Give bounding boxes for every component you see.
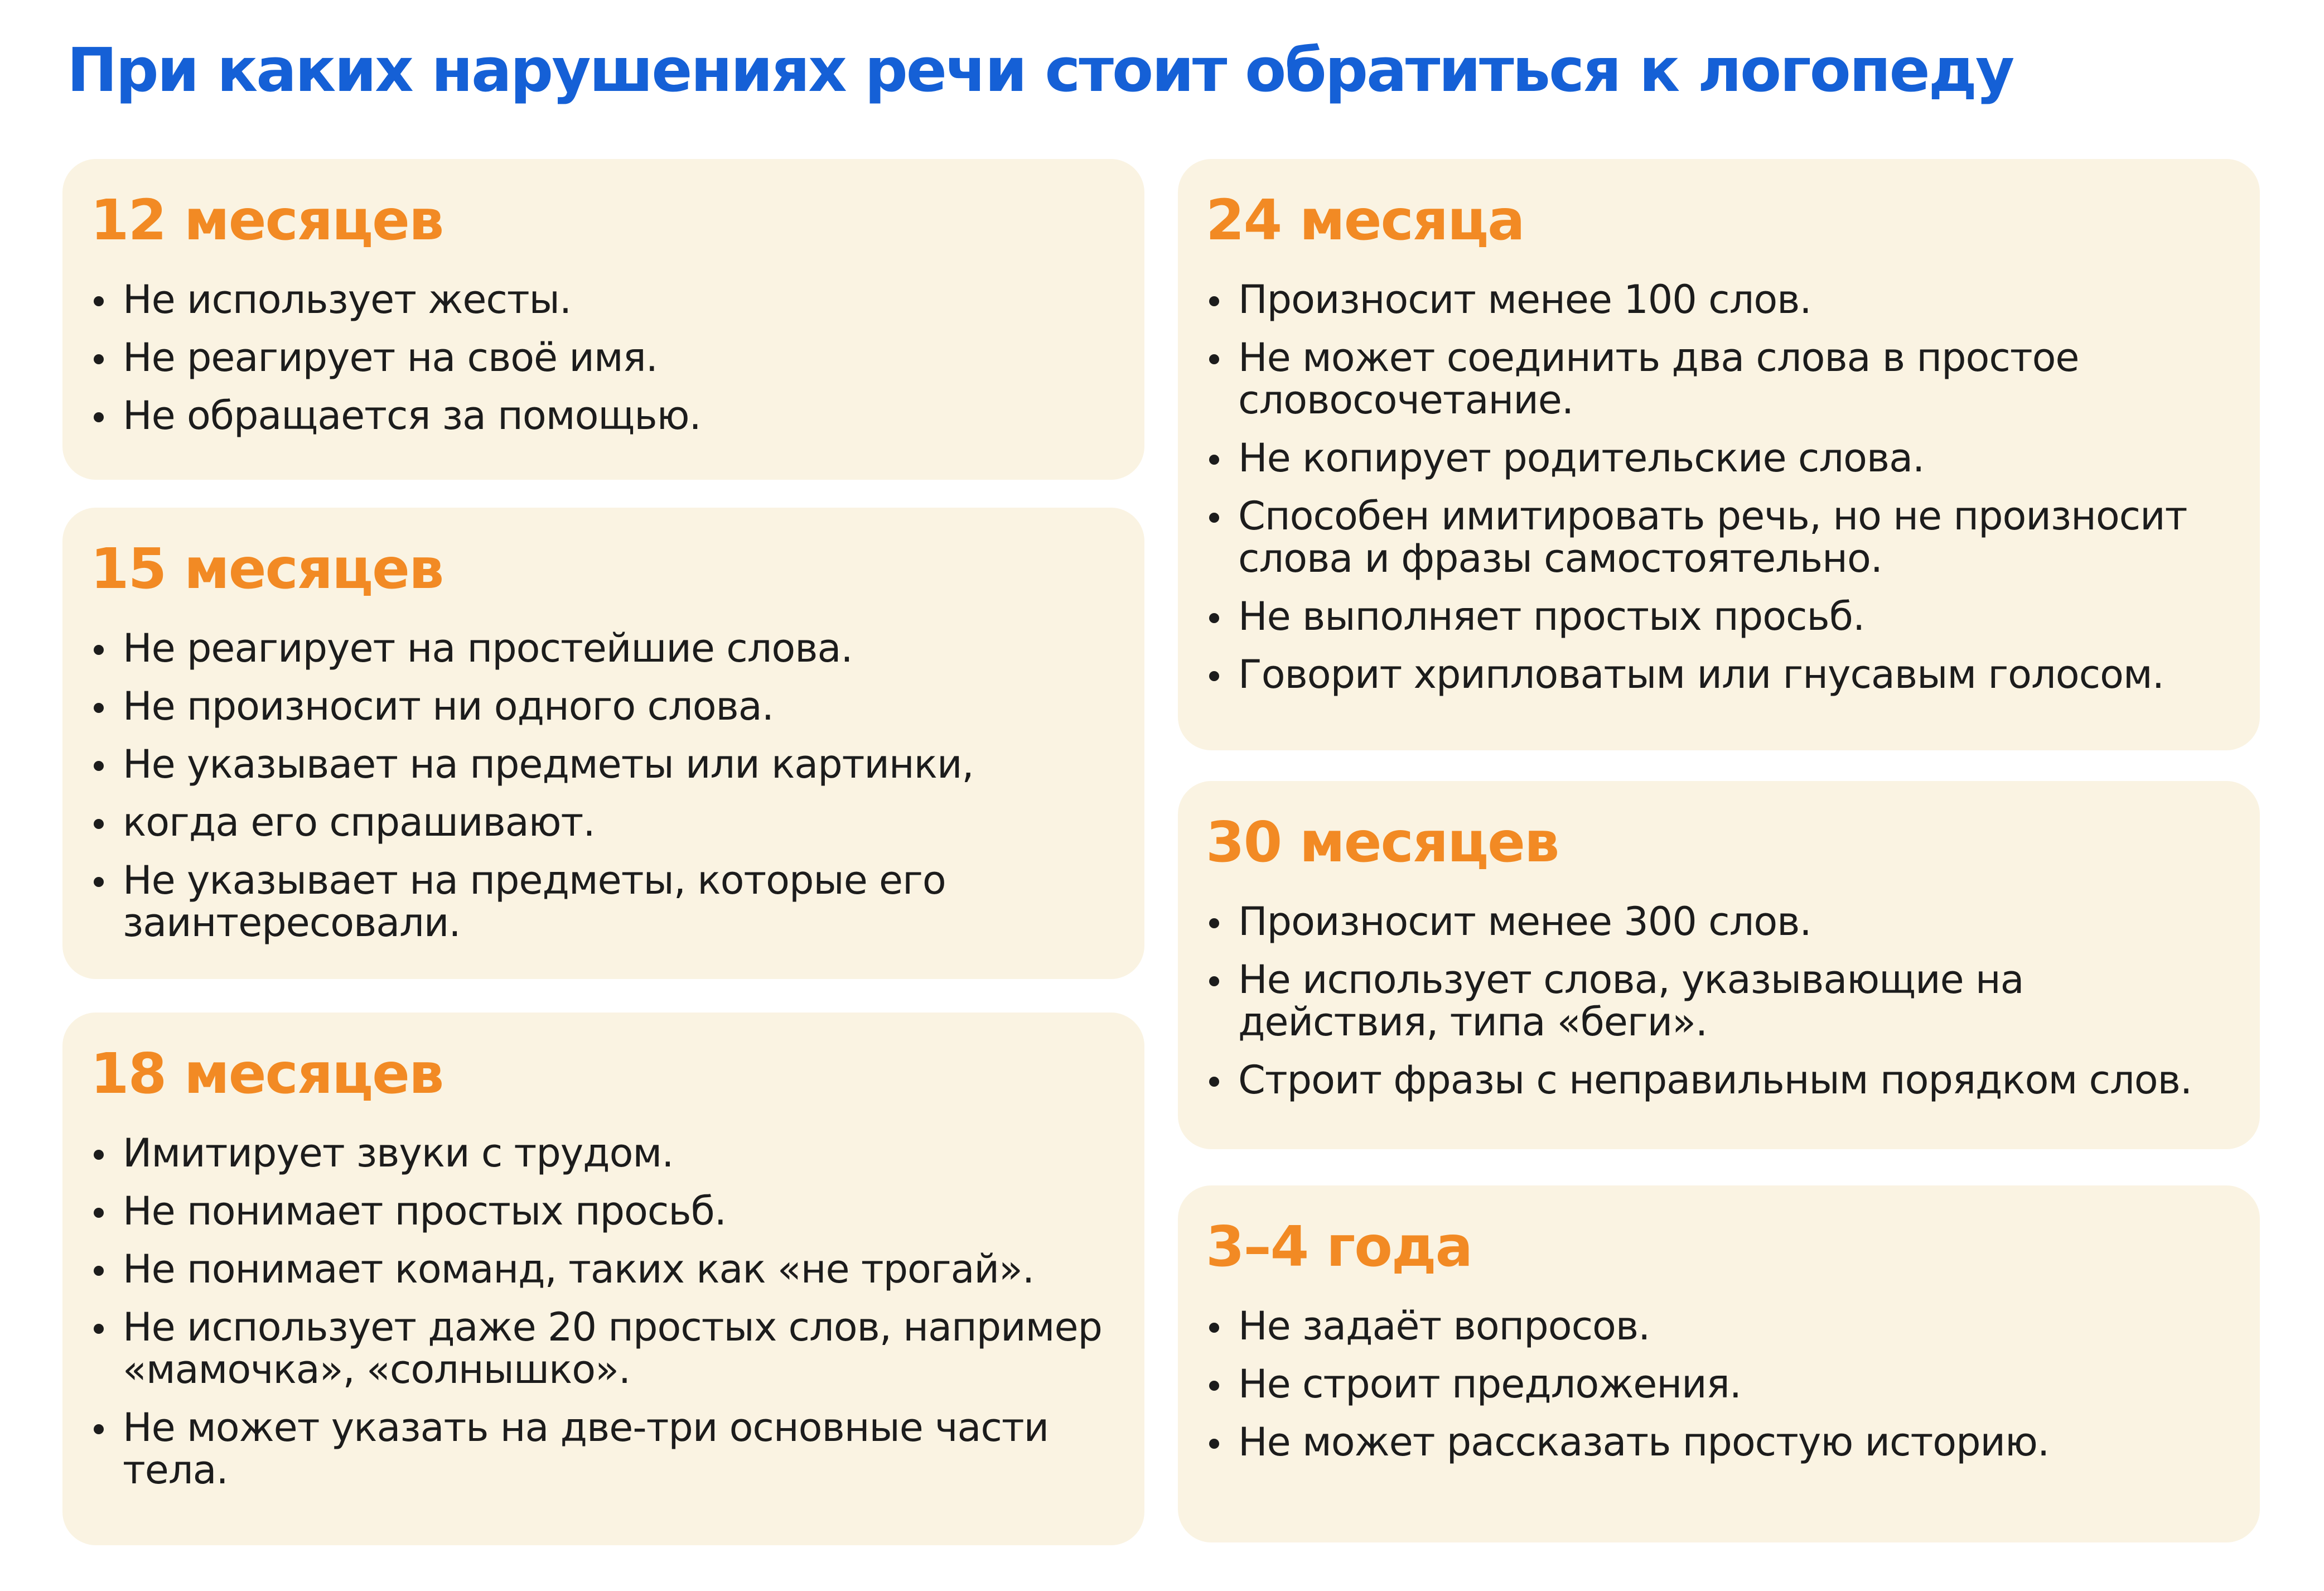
- list-item: Имитирует звуки с трудом.: [90, 1132, 1117, 1174]
- symptom-list: [90, 278, 1117, 437]
- list-item: Не реагирует на простейшие слова.: [90, 627, 1117, 669]
- list-item: Строит фразы с неправильным порядком слов.: [1206, 1059, 2232, 1101]
- age-card-15-months: [62, 508, 1144, 979]
- list-item: Не указывает на предметы или картинки,: [90, 743, 1117, 785]
- list-item: Не использует слова, указывающие на действия, типа «беги».: [1206, 958, 2232, 1043]
- card-heading: 30 месяцев: [1206, 809, 1559, 875]
- symptom-list: [90, 627, 1117, 944]
- list-item: Произносит менее 300 слов.: [1206, 900, 2232, 943]
- list-item: Не использует жесты.: [90, 278, 1117, 321]
- list-item: Не может рассказать простую историю.: [1206, 1421, 2232, 1463]
- card-heading: 24 месяца: [1206, 187, 1524, 253]
- list-item: Не может указать на две-три основные части тела.: [90, 1406, 1117, 1491]
- list-item: Не понимает команд, таких как «не трогай».: [90, 1248, 1117, 1290]
- list-item: Способен имитировать речь, но не произносит слова и фразы самостоятельно.: [1206, 495, 2232, 580]
- card-heading: 3–4 года: [1206, 1214, 1472, 1279]
- list-item: Не реагирует на своё имя.: [90, 336, 1117, 379]
- card-heading: 12 месяцев: [90, 187, 443, 253]
- list-item: Не указывает на предметы, которые его заинтересовали.: [90, 859, 1117, 944]
- list-item: Не задаёт вопросов.: [1206, 1305, 2232, 1347]
- list-item: Не копирует родительские слова.: [1206, 437, 2232, 479]
- age-card-18-months: [62, 1013, 1144, 1545]
- list-item: Не понимает простых просьб.: [90, 1190, 1117, 1232]
- age-card-24-months: [1178, 159, 2260, 750]
- list-item: Не может соединить два слова в простое словосочетание.: [1206, 336, 2232, 421]
- age-card-12-months: [62, 159, 1144, 480]
- list-item: Не выполняет простых просьб.: [1206, 595, 2232, 638]
- symptom-list: [1206, 900, 2232, 1101]
- list-item: Не строит предложения.: [1206, 1363, 2232, 1405]
- list-item: Произносит менее 100 слов.: [1206, 278, 2232, 321]
- list-item: Не использует даже 20 простых слов, например «мамочка», «солнышко».: [90, 1306, 1117, 1391]
- list-item: Не произносит ни одного слова.: [90, 685, 1117, 727]
- list-item: Не обращается за помощью.: [90, 394, 1117, 437]
- symptom-list: [90, 1132, 1117, 1491]
- age-card-30-months: [1178, 781, 2260, 1149]
- card-heading: 15 месяцев: [90, 536, 443, 601]
- symptom-list: [1206, 278, 2232, 696]
- list-item: Говорит хрипловатым или гнусавым голосом.: [1206, 653, 2232, 696]
- card-heading: 18 месяцев: [90, 1041, 443, 1106]
- age-card-3-4-years: [1178, 1185, 2260, 1542]
- symptom-list: [1206, 1305, 2232, 1463]
- page-title: При каких нарушениях речи стоит обратиться к логопеду: [67, 36, 2013, 105]
- list-item: когда его спрашивают.: [90, 801, 1117, 843]
